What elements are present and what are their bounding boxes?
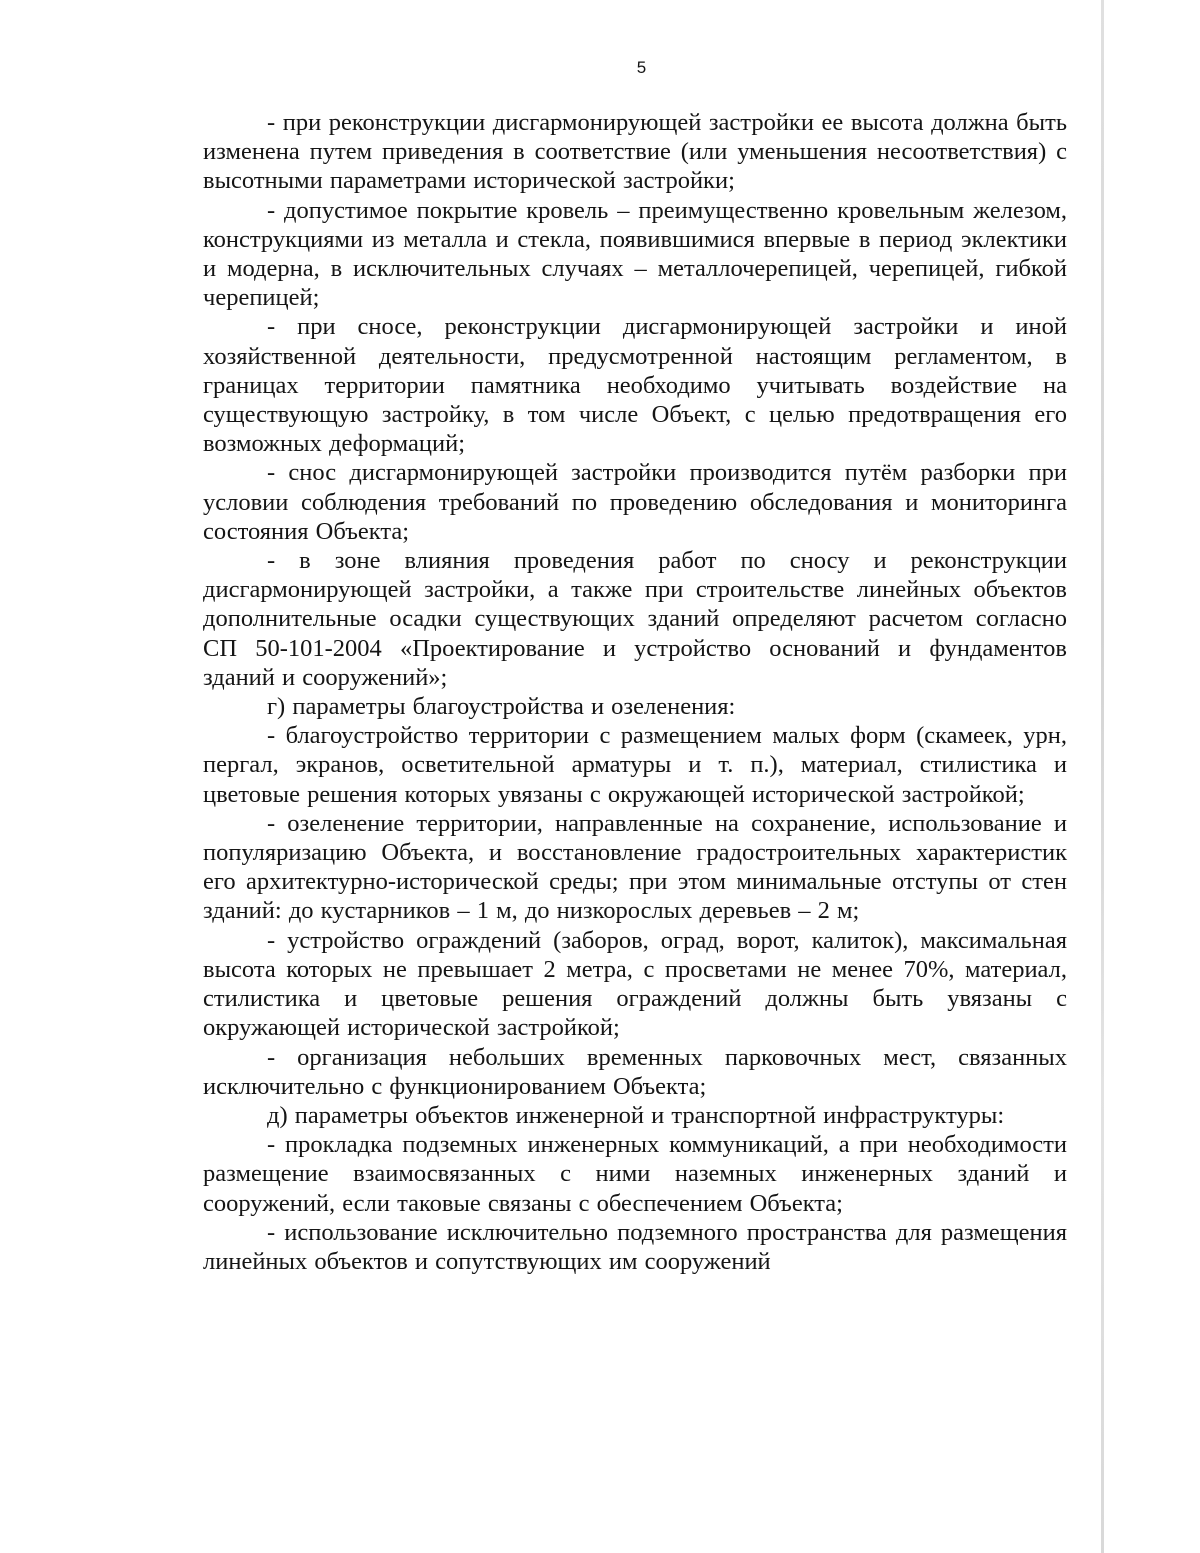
paragraph-underground-utilities: - прокладка подземных инженерных коммуникаций, а при необходимости размещение взаимосвязанных с ними наземных инженерных зданий и сооружений, если таковые связаны с обеспечением Объекта; <box>203 1131 1067 1217</box>
paragraph-greening: - озеленение территории, направленные на сохранение, использование и популяризацию Объекта, и восстановление градостроительных характеристик его архитектурно-исторической среды; при этом минимальные отступы от стен зданий: до кустарников – 1 м, до низкорослых деревьев – 2 м; <box>203 809 1067 925</box>
paragraph-small-forms: - благоустройство территории с размещением малых форм (скамеек, урн, пергал, экранов, осветительной арматуры и т. п.), материал, стилистика и цветовые решения которых увязаны с окружающей исторической застройкой; <box>203 722 1067 808</box>
paragraph-heading-landscaping: г) параметры благоустройства и озеленения: <box>267 693 736 721</box>
document-body <box>203 108 1067 1276</box>
paragraph-underground-space: - использование исключительно подземного пространства для размещения линейных объектов и сопутствующих им сооружений <box>203 1218 1067 1275</box>
paragraph-reconstruction-height: - при реконструкции дисгармонирующей застройки ее высота должна быть изменена путем приведения в соответствие (или уменьшения несоответствия) с высотными параметрами исторической застройки; <box>203 109 1067 195</box>
paragraph-demolition-impact: - при сносе, реконструкции дисгармонирующей застройки и иной хозяйственной деятельности, предусмотренной настоящим регламентом, в границах территории памятника необходимо учитывать воздействие на существующую застройку, в том числе Объект, с целью предотвращения его возможных деформаций; <box>203 313 1067 458</box>
scan-edge-line <box>1101 0 1104 1553</box>
paragraph-heading-infrastructure: д) параметры объектов инженерной и транспортной инфраструктуры: <box>267 1101 1005 1129</box>
paragraph-parking: - организация небольших временных парковочных мест, связанных исключительно с функционированием Объекта; <box>203 1043 1067 1100</box>
page-number: 5 <box>636 58 647 77</box>
paragraph-roof-covering: - допустимое покрытие кровель – преимущественно кровельным железом, конструкциями из металла и стекла, появившимися впервые в период эклектики и модерна, в исключительных случаях – металлочерепицей, черепицей, гибкой черепицей; <box>203 196 1067 312</box>
paragraph-settlement-calculation: - в зоне влияния проведения работ по сносу и реконструкции дисгармонирующей застройки, а также при строительстве линейных объектов дополнительные осадки существующих зданий определяют расчетом согласно СП 50-101-2004 «Проектирование и устройство оснований и фундаментов зданий и сооружений»; <box>203 547 1067 691</box>
paragraph-demolition-method: - снос дисгармонирующей застройки производится путём разборки при условии соблюдения требований по проведению обследования и мониторинга состояния Объекта; <box>203 459 1067 545</box>
paragraph-fences: - устройство ограждений (заборов, оград, ворот, калиток), максимальная высота которых не превышает 2 метра, с просветами не менее 70%, материал, стилистика и цветовые решения ограждений должны быть увязаны с окружающей исторической застройкой; <box>203 926 1067 1042</box>
